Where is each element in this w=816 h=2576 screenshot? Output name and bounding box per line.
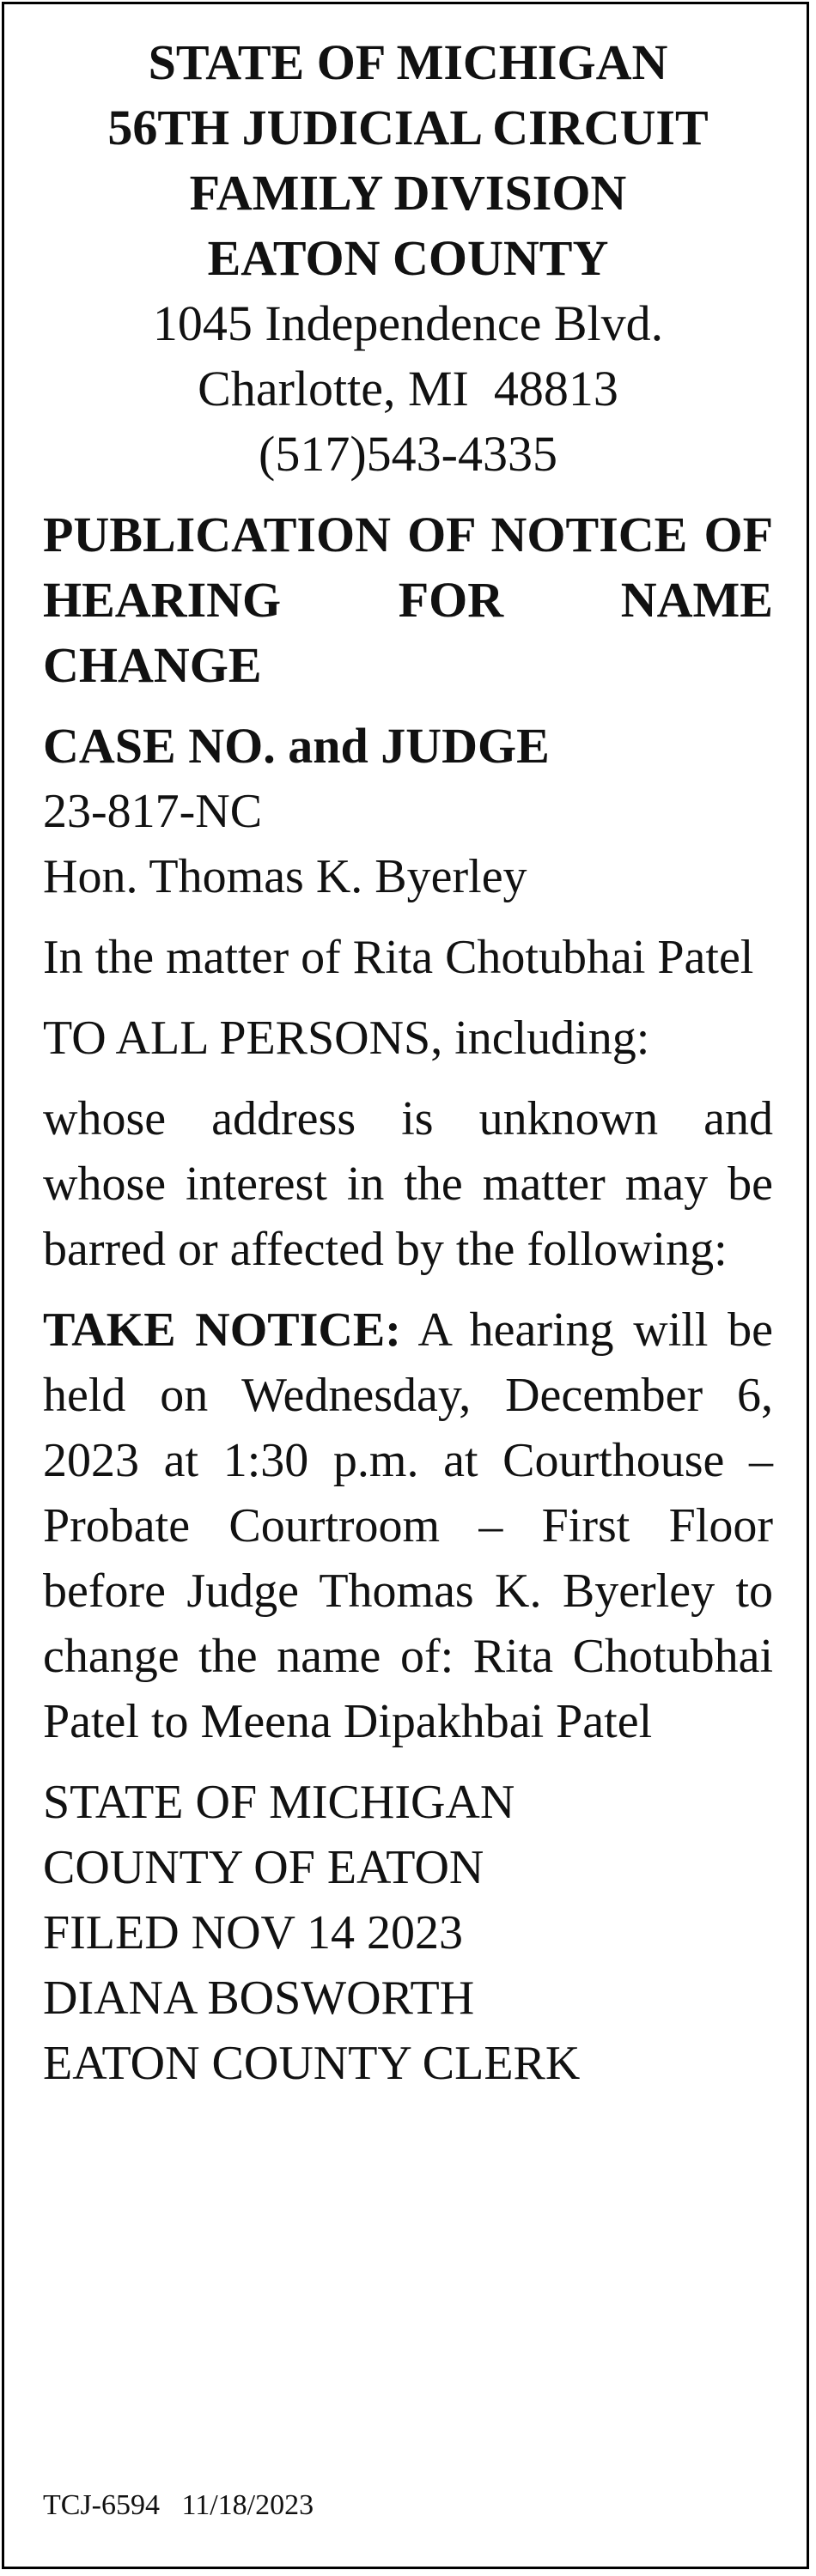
take-notice-text: A hearing will be held on Wednesday, December 6, 2023 at 1:30 p.m. at Courthouse – Probate Courtroom – First Floor before Judge Thomas K. Byerley to change the name of: Rita Chotubhai Patel to Meena Dipakhbai Patel: [43, 1303, 773, 1748]
court-county: EATON COUNTY: [207, 230, 609, 286]
whose-paragraph: whose address is unknown and whose interest in the matter may be barred or affected by the following:: [43, 1092, 773, 1276]
judge-name: Hon. Thomas K. Byerley: [43, 850, 527, 903]
matter-text: In the matter of Rita Chotubhai Patel: [43, 931, 754, 984]
clerk-name: DIANA BOSWORTH: [43, 1971, 475, 2025]
court-circuit: 56TH JUDICIAL CIRCUIT: [107, 100, 709, 155]
court-phone: (517)543-4335: [259, 426, 557, 482]
filing-state: STATE OF MICHIGAN: [43, 1776, 515, 1829]
case-heading: CASE NO. and JUDGE: [43, 718, 550, 774]
legal-notice: [43, 30, 773, 2096]
filing-block: [43, 1770, 773, 2096]
filing-date: FILED NOV 14 2023: [43, 1906, 463, 1959]
court-division: FAMILY DIVISION: [189, 165, 627, 221]
court-address-street: 1045 Independence Blvd.: [152, 295, 664, 351]
court-header: [43, 30, 773, 487]
court-state: STATE OF MICHIGAN: [148, 34, 668, 90]
take-notice-paragraph: [43, 1297, 773, 1754]
case-info: [43, 714, 773, 909]
clerk-title: EATON COUNTY CLERK: [43, 2037, 581, 2090]
take-notice-label: TAKE NOTICE:: [43, 1303, 401, 1357]
publication-code: TCJ-6594 11/18/2023: [43, 2489, 314, 2521]
notice-title: PUBLICATION OF NOTICE OF HEARING FOR NAME CHANGE: [43, 507, 773, 693]
court-address-city: Charlotte, MI 48813: [198, 361, 618, 416]
to-all-persons: TO ALL PERSONS, including:: [43, 1012, 650, 1065]
case-number: 23-817-NC: [43, 785, 263, 838]
filing-county: COUNTY OF EATON: [43, 1841, 484, 1894]
